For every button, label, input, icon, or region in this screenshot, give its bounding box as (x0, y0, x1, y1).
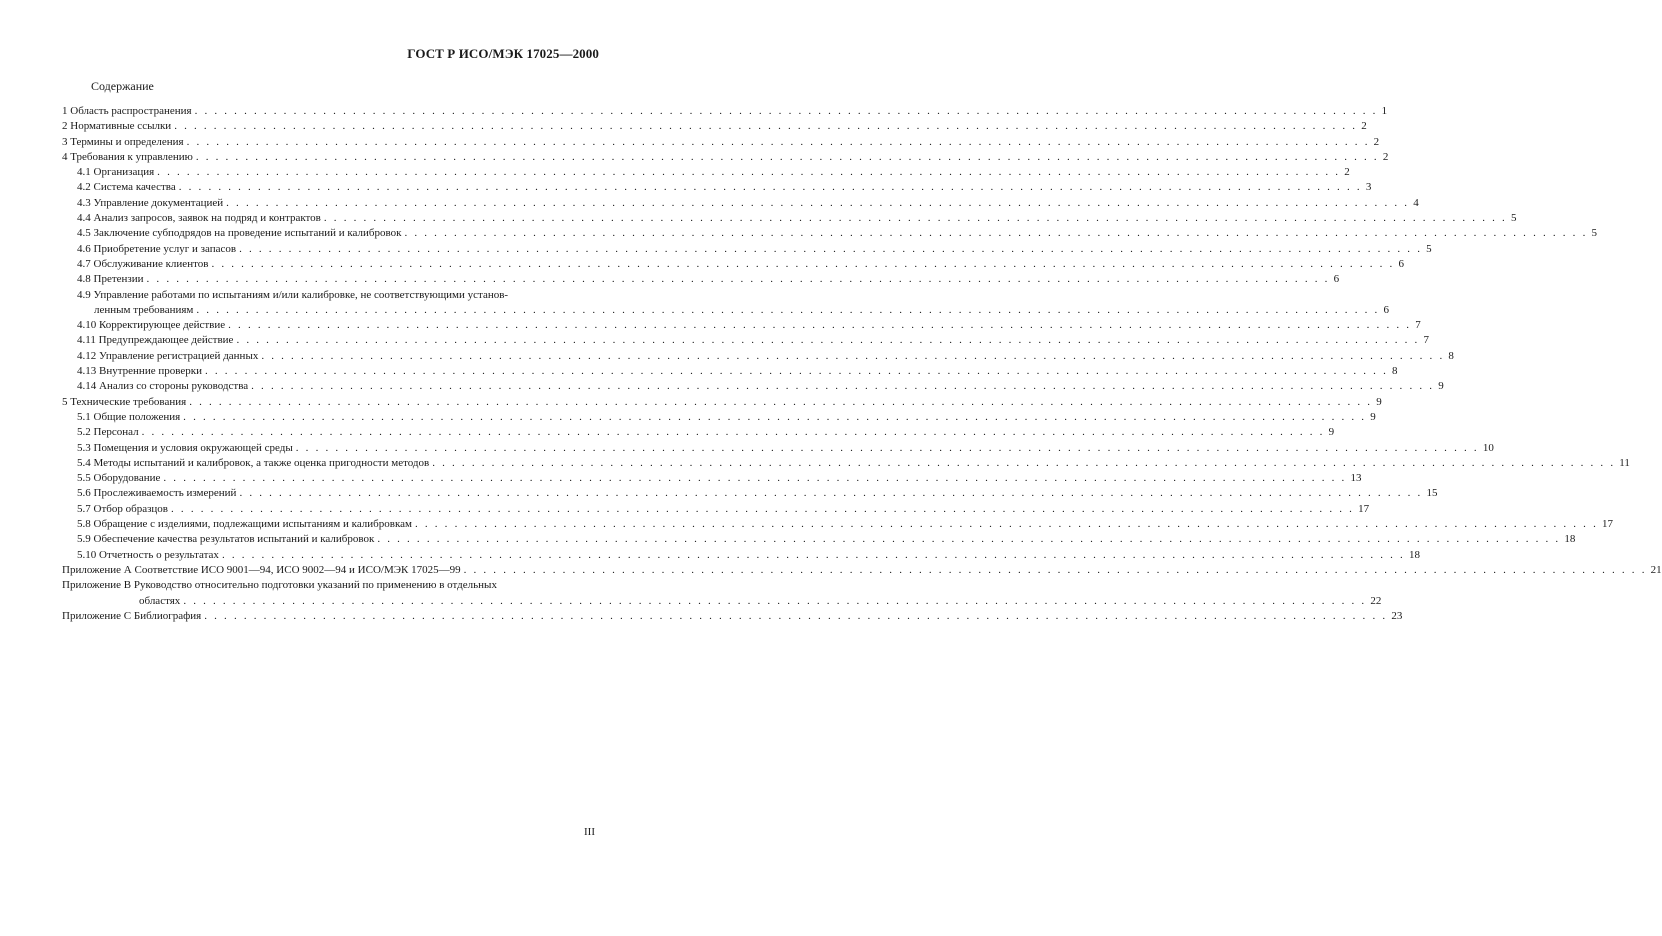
toc-entry-text: 5.7 Отбор образцов (77, 502, 169, 515)
page-number: III (584, 826, 595, 838)
toc-page-number: 18 (1409, 548, 1420, 561)
toc-entry-text: 4.14 Анализ со стороны руководства (77, 380, 249, 393)
toc-entry-text: 5.4 Методы испытаний и калибровок, а также оценка пригодности методов (77, 456, 430, 469)
toc-entry-text: 5.9 Обеспечение качества результатов испытаний и калибровок (77, 533, 375, 546)
dot-leader: . . . . . . . . . . . . . . . . . . . . . . . . . . . . . . . . . . . . . . . . . . . . . . . . . . . . . . . . . . . . . . . . . . . . . . . . . . . . . . . . . . . . . . . . . . . . . . . . . . . . . . . . . . . . . . . . . . . . . . . . (239, 487, 1423, 500)
dot-leader: . . . . . . . . . . . . . . . . . . . . . . . . . . . . . . . . . . . . . . . . . . . . . . . . . . . . . . . . . . . . . . . . . . . . . . . . . . . . . . . . . . . . . . . . . . . . . . . . . . . . . . . . . . . . . . . . . . . . . . . . (183, 594, 1367, 607)
toc-page-number: 9 (1438, 380, 1444, 393)
toc-entry-text: 3 Термины и определения (62, 135, 184, 148)
table-of-contents (62, 104, 1662, 624)
dot-leader: . . . . . . . . . . . . . . . . . . . . . . . . . . . . . . . . . . . . . . . . . . . . . . . . . . . . . . . . . . . . . . . . . . . . . . . . . . . . . . . . . . . . . . . . . . . . . . . . . . . . . . . . . . . . . . . . . . . . . . . . (239, 242, 1423, 255)
toc-entry (62, 226, 1598, 241)
dot-leader: . . . . . . . . . . . . . . . . . . . . . . . . . . . . . . . . . . . . . . . . . . . . . . . . . . . . . . . . . . . . . . . . . . . . . . . . . . . . . . . . . . . . . . . . . . . . . . . . . . . . . . . . . . . . . . . . . . . . . . . . (163, 472, 1347, 485)
toc-page-number: 5 (1510, 212, 1517, 225)
dot-leader: . . . . . . . . . . . . . . . . . . . . . . . . . . . . . . . . . . . . . . . . . . . . . . . . . . . . . . . . . . . . . . . . . . . . . . . . . . . . . . . . . . . . . . . . . . . . . . . . . . . . . . . . . . . . . . . . . . . . . . . . (195, 150, 1379, 163)
dot-leader: . . . . . . . . . . . . . . . . . . . . . . . . . . . . . . . . . . . . . . . . . . . . . . . . . . . . . . . . . . . . . . . . . . . . . . . . . . . . . . . . . . . . . . . . . . . . . . . . . . . . . . . . . . . . . . . . . . . . . . . . (174, 120, 1358, 133)
dot-leader: . . . . . . . . . . . . . . . . . . . . . . . . . . . . . . . . . . . . . . . . . . . . . . . . . . . . . . . . . . . . . . . . . . . . . . . . . . . . . . . . . . . . . . . . . . . . . . . . . . . . . . . . . . . . . . . . . . . . . . . . (189, 395, 1373, 408)
toc-entry (62, 119, 1367, 134)
dot-leader: . . . . . . . . . . . . . . . . . . . . . . . . . . . . . . . . . . . . . . . . . . . . . . . . . . . . . . . . . . . . . . . . . . . . . . . . . . . . . . . . . . . . . . . . . . . . . . . . . . . . . . . . . . . . . . . . . . . . . . . . (432, 456, 1616, 469)
toc-page-number: 17 (1358, 502, 1370, 515)
toc-entry-text: 5.5 Оборудование (77, 472, 161, 485)
dot-leader: . . . . . . . . . . . . . . . . . . . . . . . . . . . . . . . . . . . . . . . . . . . . . . . . . . . . . . . . . . . . . . . . . . . . . . . . . . . . . . . . . . . . . . . . . . . . . . . . . . . . . . . . . . . . . . . . . . . . . . . . (196, 303, 1380, 316)
toc-page-number: 9 (1376, 395, 1382, 408)
toc-page-number: 17 (1602, 518, 1614, 531)
dot-leader: . . . . . . . . . . . . . . . . . . . . . . . . . . . . . . . . . . . . . . . . . . . . . . . . . . . . . . . . . . . . . . . . . . . . . . . . . . . . . . . . . . . . . . . . . . . . . . . . . . . . . . . . . . . . . . . . . . . . . . . . (377, 533, 1561, 546)
toc-entry-text: 5.8 Обращение с изделиями, подлежащими испытаниям и калибровкам (77, 518, 412, 531)
toc-page-number: 8 (1392, 365, 1398, 378)
toc-page-number: 7 (1415, 319, 1421, 332)
toc-entry-text: 5.2 Персонал (77, 426, 139, 439)
toc-entry (62, 257, 1404, 272)
toc-entry-text: 4.7 Обслуживание клиентов (77, 257, 209, 270)
toc-page-number: 22 (1370, 594, 1382, 607)
toc-entry-text: 4.2 Система качества (77, 181, 176, 194)
toc-entry-text-continued: ленным требованиям (94, 303, 194, 316)
toc-entry-text: 4.9 Управление работами по испытаниям и/или калибровке, не соответствующими установ- (77, 288, 509, 301)
dot-leader: . . . . . . . . . . . . . . . . . . . . . . . . . . . . . . . . . . . . . . . . . . . . . . . . . . . . . . . . . . . . . . . . . . . . . . . . . . . . . . . . . . . . . . . . . . . . . . . . . . . . . . . . . . . . . . . . . . . . . . . . (236, 334, 1420, 347)
toc-entry-text: 4.8 Претензии (77, 273, 144, 286)
toc-entry (62, 242, 1432, 257)
toc-entry-text: 1 Область распространения (62, 105, 192, 117)
toc-entry (62, 441, 1494, 456)
toc-entry (62, 425, 1335, 440)
toc-entry (62, 272, 1340, 287)
toc-entry (62, 333, 1430, 348)
toc-page-number: 15 (1426, 487, 1438, 500)
toc-entry-text: Приложение С Библиография (62, 609, 202, 622)
toc-entry (62, 395, 1382, 410)
standard-header: ГОСТ Р ИСО/МЭК 17025—2000 (407, 46, 599, 61)
toc-entry (62, 532, 1576, 547)
dot-leader: . . . . . . . . . . . . . . . . . . . . . . . . . . . . . . . . . . . . . . . . . . . . . . . . . . . . . . . . . . . . . . . . . . . . . . . . . . . . . . . . . . . . . . . . . . . . . . . . . . . . . . . . . . . . . . . . . . . . . . . . (404, 227, 1588, 240)
toc-entry-text: 4.12 Управление регистрацией данных (77, 349, 259, 362)
dot-leader: . . . . . . . . . . . . . . . . . . . . . . . . . . . . . . . . . . . . . . . . . . . . . . . . . . . . . . . . . . . . . . . . . . . . . . . . . . . . . . . . . . . . . . . . . . . . . . . . . . . . . . . . . . . . . . . . . . . . . . . . (178, 181, 1362, 194)
toc-entry-text: 4 Требования к управлению (62, 150, 193, 163)
dot-leader: . . . . . . . . . . . . . . . . . . . . . . . . . . . . . . . . . . . . . . . . . . . . . . . . . . . . . . . . . . . . . . . . . . . . . . . . . . . . . . . . . . . . . . . . . . . . . . . . . . . . . . . . . . . . . . . . . . . . . . . . (171, 502, 1355, 515)
toc-entry (62, 104, 1388, 119)
toc-page-number: 13 (1350, 472, 1362, 485)
dot-leader: . . . . . . . . . . . . . . . . . . . . . . . . . . . . . . . . . . . . . . . . . . . . . . . . . . . . . . . . . . . . . . . . . . . . . . . . . . . . . . . . . . . . . . . . . . . . . . . . . . . . . . . . . . . . . . . . . . . . . . . . (414, 518, 1599, 531)
toc-page-number: 5 (1426, 242, 1432, 255)
toc-title: Содержание (91, 79, 154, 93)
toc-entry-text: 5.10 Отчетность о результатах (77, 548, 219, 561)
dot-leader: . . . . . . . . . . . . . . . . . . . . . . . . . . . . . . . . . . . . . . . . . . . . . . . . . . . . . . . . . . . . . . . . . . . . . . . . . . . . . . . . . . . . . . . . . . . . . . . . . . . . . . . . . . . . . . . . . . . . . . . . (261, 349, 1445, 362)
toc-entry-text: 4.5 Заключение субподрядов на проведение испытаний и калибровок (77, 227, 402, 240)
toc-entry-text: 5.6 Прослеживаемость измерений (77, 487, 237, 500)
dot-leader: . . . . . . . . . . . . . . . . . . . . . . . . . . . . . . . . . . . . . . . . . . . . . . . . . . . . . . . . . . . . . . . . . . . . . . . . . . . . . . . . . . . . . . . . . . . . . . . . . . . . . . . . . . . . . . . . . . . . . . . . (323, 212, 1507, 225)
dot-leader: . . . . . . . . . . . . . . . . . . . . . . . . . . . . . . . . . . . . . . . . . . . . . . . . . . . . . . . . . . . . . . . . . . . . . . . . . . . . . . . . . . . . . . . . . . . . . . . . . . . . . . . . . . . . . . . . . . . . . . . . (228, 319, 1412, 332)
toc-page-number: 2 (1382, 150, 1389, 163)
toc-entry (62, 150, 1389, 165)
toc-entry (62, 517, 1614, 532)
toc-entry-text: 2 Нормативные ссылки (62, 120, 172, 133)
toc-entry-text-continued: областях (139, 594, 181, 607)
toc-page-number: 3 (1365, 181, 1372, 194)
toc-page-number: 4 (1413, 196, 1419, 209)
dot-leader: . . . . . . . . . . . . . . . . . . . . . . . . . . . . . . . . . . . . . . . . . . . . . . . . . . . . . . . . . . . . . . . . . . . . . . . . . . . . . . . . . . . . . . . . . . . . . . . . . . . . . . . . . . . . . . . . . . . . . . . . (186, 135, 1370, 148)
toc-entry-text: Приложение В Руководство относительно подготовки указаний по применению в отдельных (62, 579, 497, 592)
toc-entry (62, 165, 1350, 180)
toc-page-number: 8 (1448, 349, 1454, 362)
toc-entry (62, 379, 1444, 394)
dot-leader: . . . . . . . . . . . . . . . . . . . . . . . . . . . . . . . . . . . . . . . . . . . . . . . . . . . . . . . . . . . . . . . . . . . . . . . . . . . . . . . . . . . . . . . . . . . . . . . . . . . . . . . . . . . . . . . . . . . . . . . . (221, 548, 1405, 561)
toc-entry (62, 211, 1517, 226)
toc-page-number: 6 (1398, 257, 1404, 270)
toc-entry-text: 4.11 Предупреждающее действие (77, 334, 234, 347)
dot-leader: . . . . . . . . . . . . . . . . . . . . . . . . . . . . . . . . . . . . . . . . . . . . . . . . . . . . . . . . . . . . . . . . . . . . . . . . . . . . . . . . . . . . . . . . . . . . . . . . . . . . . . . . . . . . . . . . . . . . . . . . (146, 273, 1330, 286)
toc-page-number: 9 (1328, 426, 1335, 439)
toc-entry (62, 196, 1419, 211)
toc-entry (62, 135, 1380, 150)
dot-leader: . . . . . . . . . . . . . . . . . . . . . . . . . . . . . . . . . . . . . . . . . . . . . . . . . . . . . . . . . . . . . . . . . . . . . . . . . . . . . . . . . . . . . . . . . . . . . . . . . . . . . . . . . . . . . . . . . . . . . . . . (194, 105, 1378, 117)
toc-page-number: 10 (1482, 441, 1494, 454)
toc-entry (62, 563, 1662, 578)
toc-page-number: 7 (1423, 334, 1430, 347)
toc-entry-text: 4.4 Анализ запросов, заявок на подряд и контрактов (77, 212, 321, 225)
toc-entry (62, 364, 1398, 379)
toc-entry (62, 180, 1372, 195)
toc-entry (62, 410, 1376, 425)
toc-entry (62, 471, 1362, 486)
dot-leader: . . . . . . . . . . . . . . . . . . . . . . . . . . . . . . . . . . . . . . . . . . . . . . . . . . . . . . . . . . . . . . . . . . . . . . . . . . . . . . . . . . . . . . . . . . . . . . . . . . . . . . . . . . . . . . . . . . . . . . . . (251, 380, 1435, 393)
toc-entry (62, 318, 1421, 333)
toc-page-number: 2 (1361, 120, 1367, 133)
toc-page-number: 5 (1591, 227, 1598, 240)
toc-page-number: 9 (1370, 410, 1376, 423)
dot-leader: . . . . . . . . . . . . . . . . . . . . . . . . . . . . . . . . . . . . . . . . . . . . . . . . . . . . . . . . . . . . . . . . . . . . . . . . . . . . . . . . . . . . . . . . . . . . . . . . . . . . . . . . . . . . . . . . . . . . . . . . (141, 426, 1325, 439)
dot-leader: . . . . . . . . . . . . . . . . . . . . . . . . . . . . . . . . . . . . . . . . . . . . . . . . . . . . . . . . . . . . . . . . . . . . . . . . . . . . . . . . . . . . . . . . . . . . . . . . . . . . . . . . . . . . . . . . . . . . . . . . (183, 410, 1367, 423)
toc-entry (62, 578, 1382, 609)
toc-entry-text: 4.1 Организация (77, 166, 155, 179)
toc-entry (62, 609, 1403, 624)
dot-leader: . . . . . . . . . . . . . . . . . . . . . . . . . . . . . . . . . . . . . . . . . . . . . . . . . . . . . . . . . . . . . . . . . . . . . . . . . . . . . . . . . . . . . . . . . . . . . . . . . . . . . . . . . . . . . . . . . . . . . . . . (204, 609, 1388, 622)
dot-leader: . . . . . . . . . . . . . . . . . . . . . . . . . . . . . . . . . . . . . . . . . . . . . . . . . . . . . . . . . . . . . . . . . . . . . . . . . . . . . . . . . . . . . . . . . . . . . . . . . . . . . . . . . . . . . . . . . . . . . . . . (226, 196, 1410, 209)
toc-page-number: 2 (1373, 135, 1380, 148)
dot-leader: . . . . . . . . . . . . . . . . . . . . . . . . . . . . . . . . . . . . . . . . . . . . . . . . . . . . . . . . . . . . . . . . . . . . . . . . . . . . . . . . . . . . . . . . . . . . . . . . . . . . . . . . . . . . . . . . . . . . . . . . (295, 441, 1479, 454)
dot-leader: . . . . . . . . . . . . . . . . . . . . . . . . . . . . . . . . . . . . . . . . . . . . . . . . . . . . . . . . . . . . . . . . . . . . . . . . . . . . . . . . . . . . . . . . . . . . . . . . . . . . . . . . . . . . . . . . . . . . . . . . (211, 257, 1395, 270)
toc-entry (62, 349, 1454, 364)
toc-entry-text: 4.6 Приобретение услуг и запасов (77, 242, 237, 255)
toc-page-number: 2 (1344, 166, 1350, 179)
toc-entry-text: 4.3 Управление документацией (77, 196, 224, 209)
toc-entry-text: 5.3 Помещения и условия окружающей среды (77, 441, 293, 454)
toc-entry-text: 4.10 Корректирующее действие (77, 319, 226, 332)
toc-entry-text: 5 Технические требования (62, 395, 187, 408)
dot-leader: . . . . . . . . . . . . . . . . . . . . . . . . . . . . . . . . . . . . . . . . . . . . . . . . . . . . . . . . . . . . . . . . . . . . . . . . . . . . . . . . . . . . . . . . . . . . . . . . . . . . . . . . . . . . . . . . . . . . . . . . (157, 166, 1341, 179)
toc-entry (62, 502, 1370, 517)
toc-page-number: 1 (1381, 105, 1388, 117)
toc-entry-text: Приложение А Соответствие ИСО 9001—94, ИСО 9002—94 и ИСО/МЭК 17025—99 (62, 563, 461, 576)
toc-entry-text: 5.1 Общие положения (77, 410, 181, 423)
toc-page-number: 21 (1650, 563, 1662, 576)
toc-entry (62, 456, 1630, 471)
toc-page-number: 11 (1619, 456, 1630, 469)
toc-page-number: 23 (1391, 609, 1403, 622)
toc-page-number: 6 (1333, 273, 1340, 286)
toc-entry-text: 4.13 Внутренние проверки (77, 365, 202, 378)
toc-page-number: 18 (1564, 533, 1576, 546)
toc-entry (62, 288, 1389, 319)
toc-page-number: 6 (1383, 303, 1389, 316)
dot-leader: . . . . . . . . . . . . . . . . . . . . . . . . . . . . . . . . . . . . . . . . . . . . . . . . . . . . . . . . . . . . . . . . . . . . . . . . . . . . . . . . . . . . . . . . . . . . . . . . . . . . . . . . . . . . . . . . . . . . . . . . (204, 365, 1389, 378)
toc-entry (62, 486, 1438, 501)
toc-entry (62, 548, 1420, 563)
dot-leader: . . . . . . . . . . . . . . . . . . . . . . . . . . . . . . . . . . . . . . . . . . . . . . . . . . . . . . . . . . . . . . . . . . . . . . . . . . . . . . . . . . . . . . . . . . . . . . . . . . . . . . . . . . . . . . . . . . . . . . . . (463, 563, 1647, 576)
